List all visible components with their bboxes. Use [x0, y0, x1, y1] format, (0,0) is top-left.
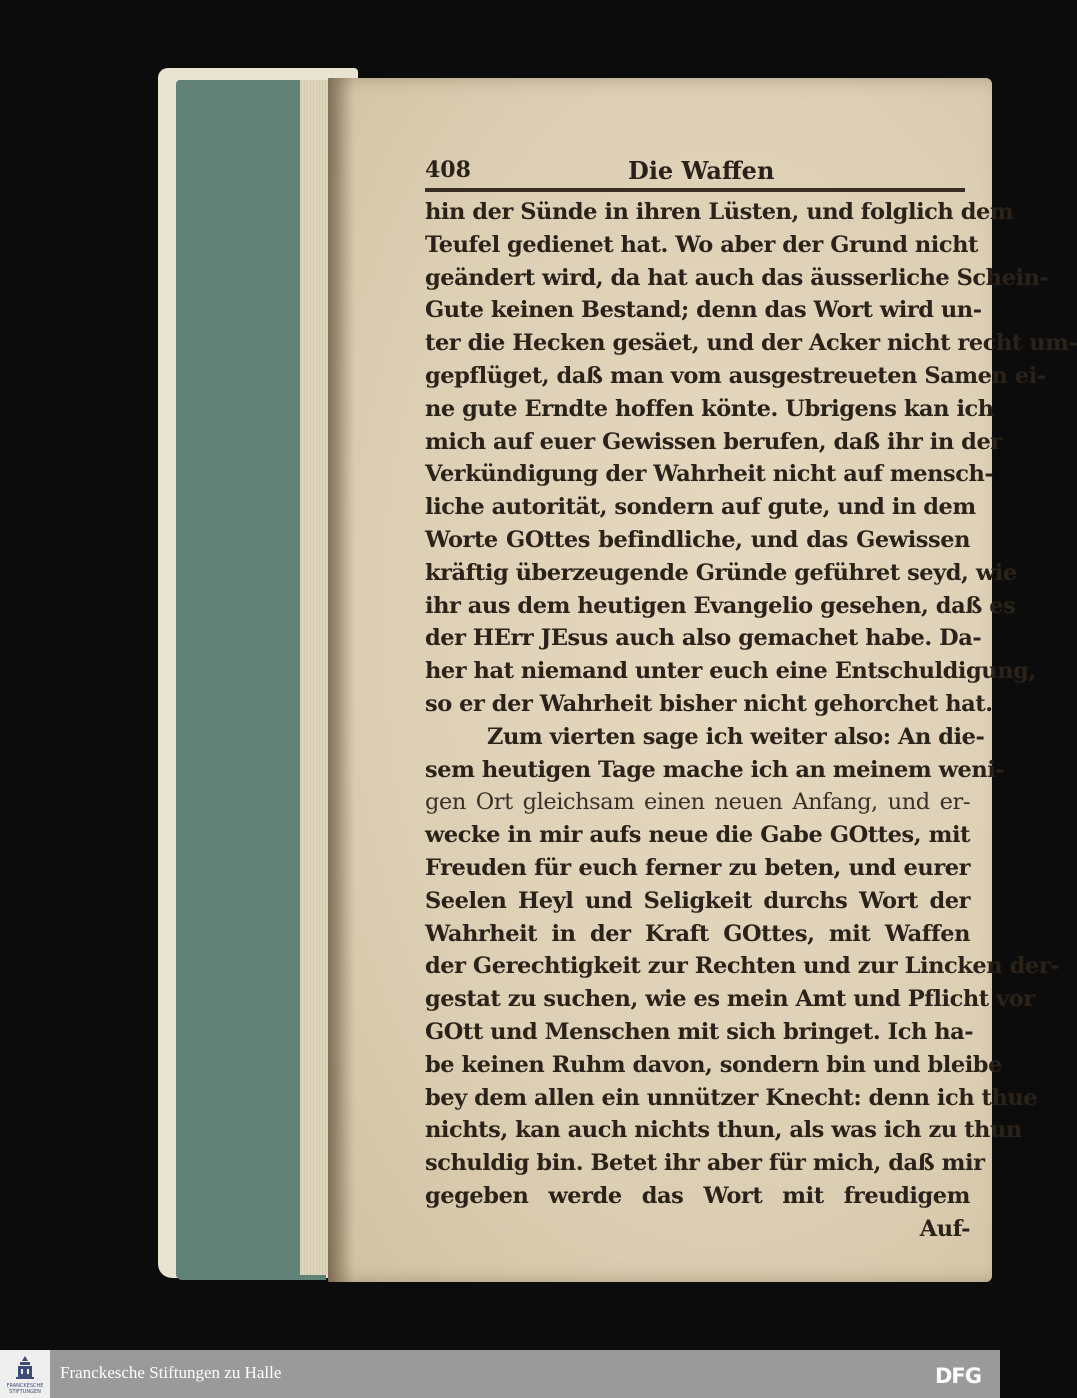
page-text — [425, 196, 1077, 1246]
footer-bar — [0, 1350, 1000, 1398]
text-line: Freuden für euch ferner zu beten, und eurer — [425, 854, 970, 881]
dfg-logo[interactable]: DFG — [935, 1364, 982, 1388]
text-line: ihr aus dem heutigen Evangelio gesehen, daß es — [425, 592, 1016, 619]
text-line: nichts, kan auch nichts thun, als was ich zu thun — [425, 1117, 1022, 1144]
text-line: gegeben werde das Wort mit freudigem — [425, 1182, 970, 1209]
text-line: Verkündigung der Wahrheit nicht auf mensch- — [425, 461, 994, 488]
text-line: mich auf euer Gewissen berufen, daß ihr in der — [425, 428, 1002, 455]
text-line: geändert wird, da hat auch das äusserliche Schein- — [425, 264, 1049, 291]
header-rule — [425, 188, 965, 192]
text-line: Wahrheit in der Kraft GOttes, mit Waffen — [425, 920, 970, 947]
text-line: Seelen Heyl und Seligkeit durchs Wort der — [425, 887, 970, 914]
text-line: liche autorität, sondern auf gute, und in dem — [425, 494, 976, 521]
institution-logo[interactable] — [0, 1350, 50, 1398]
paragraph-start-line: Zum vierten sage ich weiter also: An die- — [487, 723, 985, 750]
text-line: gestat zu suchen, wie es mein Amt und Pflicht vor — [425, 986, 1035, 1013]
text-line: kräftig überzeugende Gründe geführet seyd, wie — [425, 559, 1017, 586]
text-line: so er der Wahrheit bisher nicht gehorchet hat. — [425, 690, 993, 717]
text-line: schuldig bin. Betet ihr aber für mich, daß mir — [425, 1150, 985, 1177]
text-line: GOtt und Menschen mit sich bringet. Ich ha- — [425, 1018, 974, 1045]
page-number: 408 — [425, 157, 471, 183]
institution-name[interactable]: Franckesche Stiftungen zu Halle — [60, 1363, 282, 1382]
running-head: Die Waffen — [628, 156, 775, 185]
institution-logo-caption: FRANCKESCHE STIFTUNGEN — [6, 1383, 44, 1395]
text-line: der HErr JEsus auch also gemachet habe. Da- — [425, 625, 982, 652]
catchword: Auf- — [919, 1215, 970, 1242]
text-line: her hat niemand unter euch eine Entschuldigung, — [425, 658, 1036, 685]
text-line: gen Ort gleichsam einen neuen Anfang, und er- — [425, 789, 970, 816]
text-line: be keinen Ruhm davon, sondern bin und bleibe — [425, 1051, 1002, 1078]
gutter-shadow — [328, 78, 354, 1282]
text-line: ne gute Erndte hoffen könte. Ubrigens kan ich — [425, 395, 994, 422]
text-line: Worte GOttes befindliche, und das Gewissen — [425, 526, 970, 553]
text-line: bey dem allen ein unnützer Knecht: denn ich thue — [425, 1084, 1038, 1111]
text-line: ter die Hecken gesäet, und der Acker nicht recht um- — [425, 330, 1077, 357]
text-line: wecke in mir aufs neue die Gabe GOttes, mit — [425, 822, 970, 849]
institution-logo-icon — [14, 1355, 36, 1381]
text-line: der Gerechtigkeit zur Rechten und zur Lincken der- — [425, 953, 1060, 980]
text-line: Gute keinen Bestand; denn das Wort wird un- — [425, 297, 982, 324]
text-line: sem heutigen Tage mache ich an meinem weni- — [425, 756, 1005, 783]
text-line: gepflüget, daß man vom ausgestreueten Samen ei- — [425, 362, 1046, 389]
text-line: Teufel gedienet hat. Wo aber der Grund nicht — [425, 231, 978, 258]
text-line: hin der Sünde in ihren Lüsten, und folglich dem — [425, 199, 1014, 225]
